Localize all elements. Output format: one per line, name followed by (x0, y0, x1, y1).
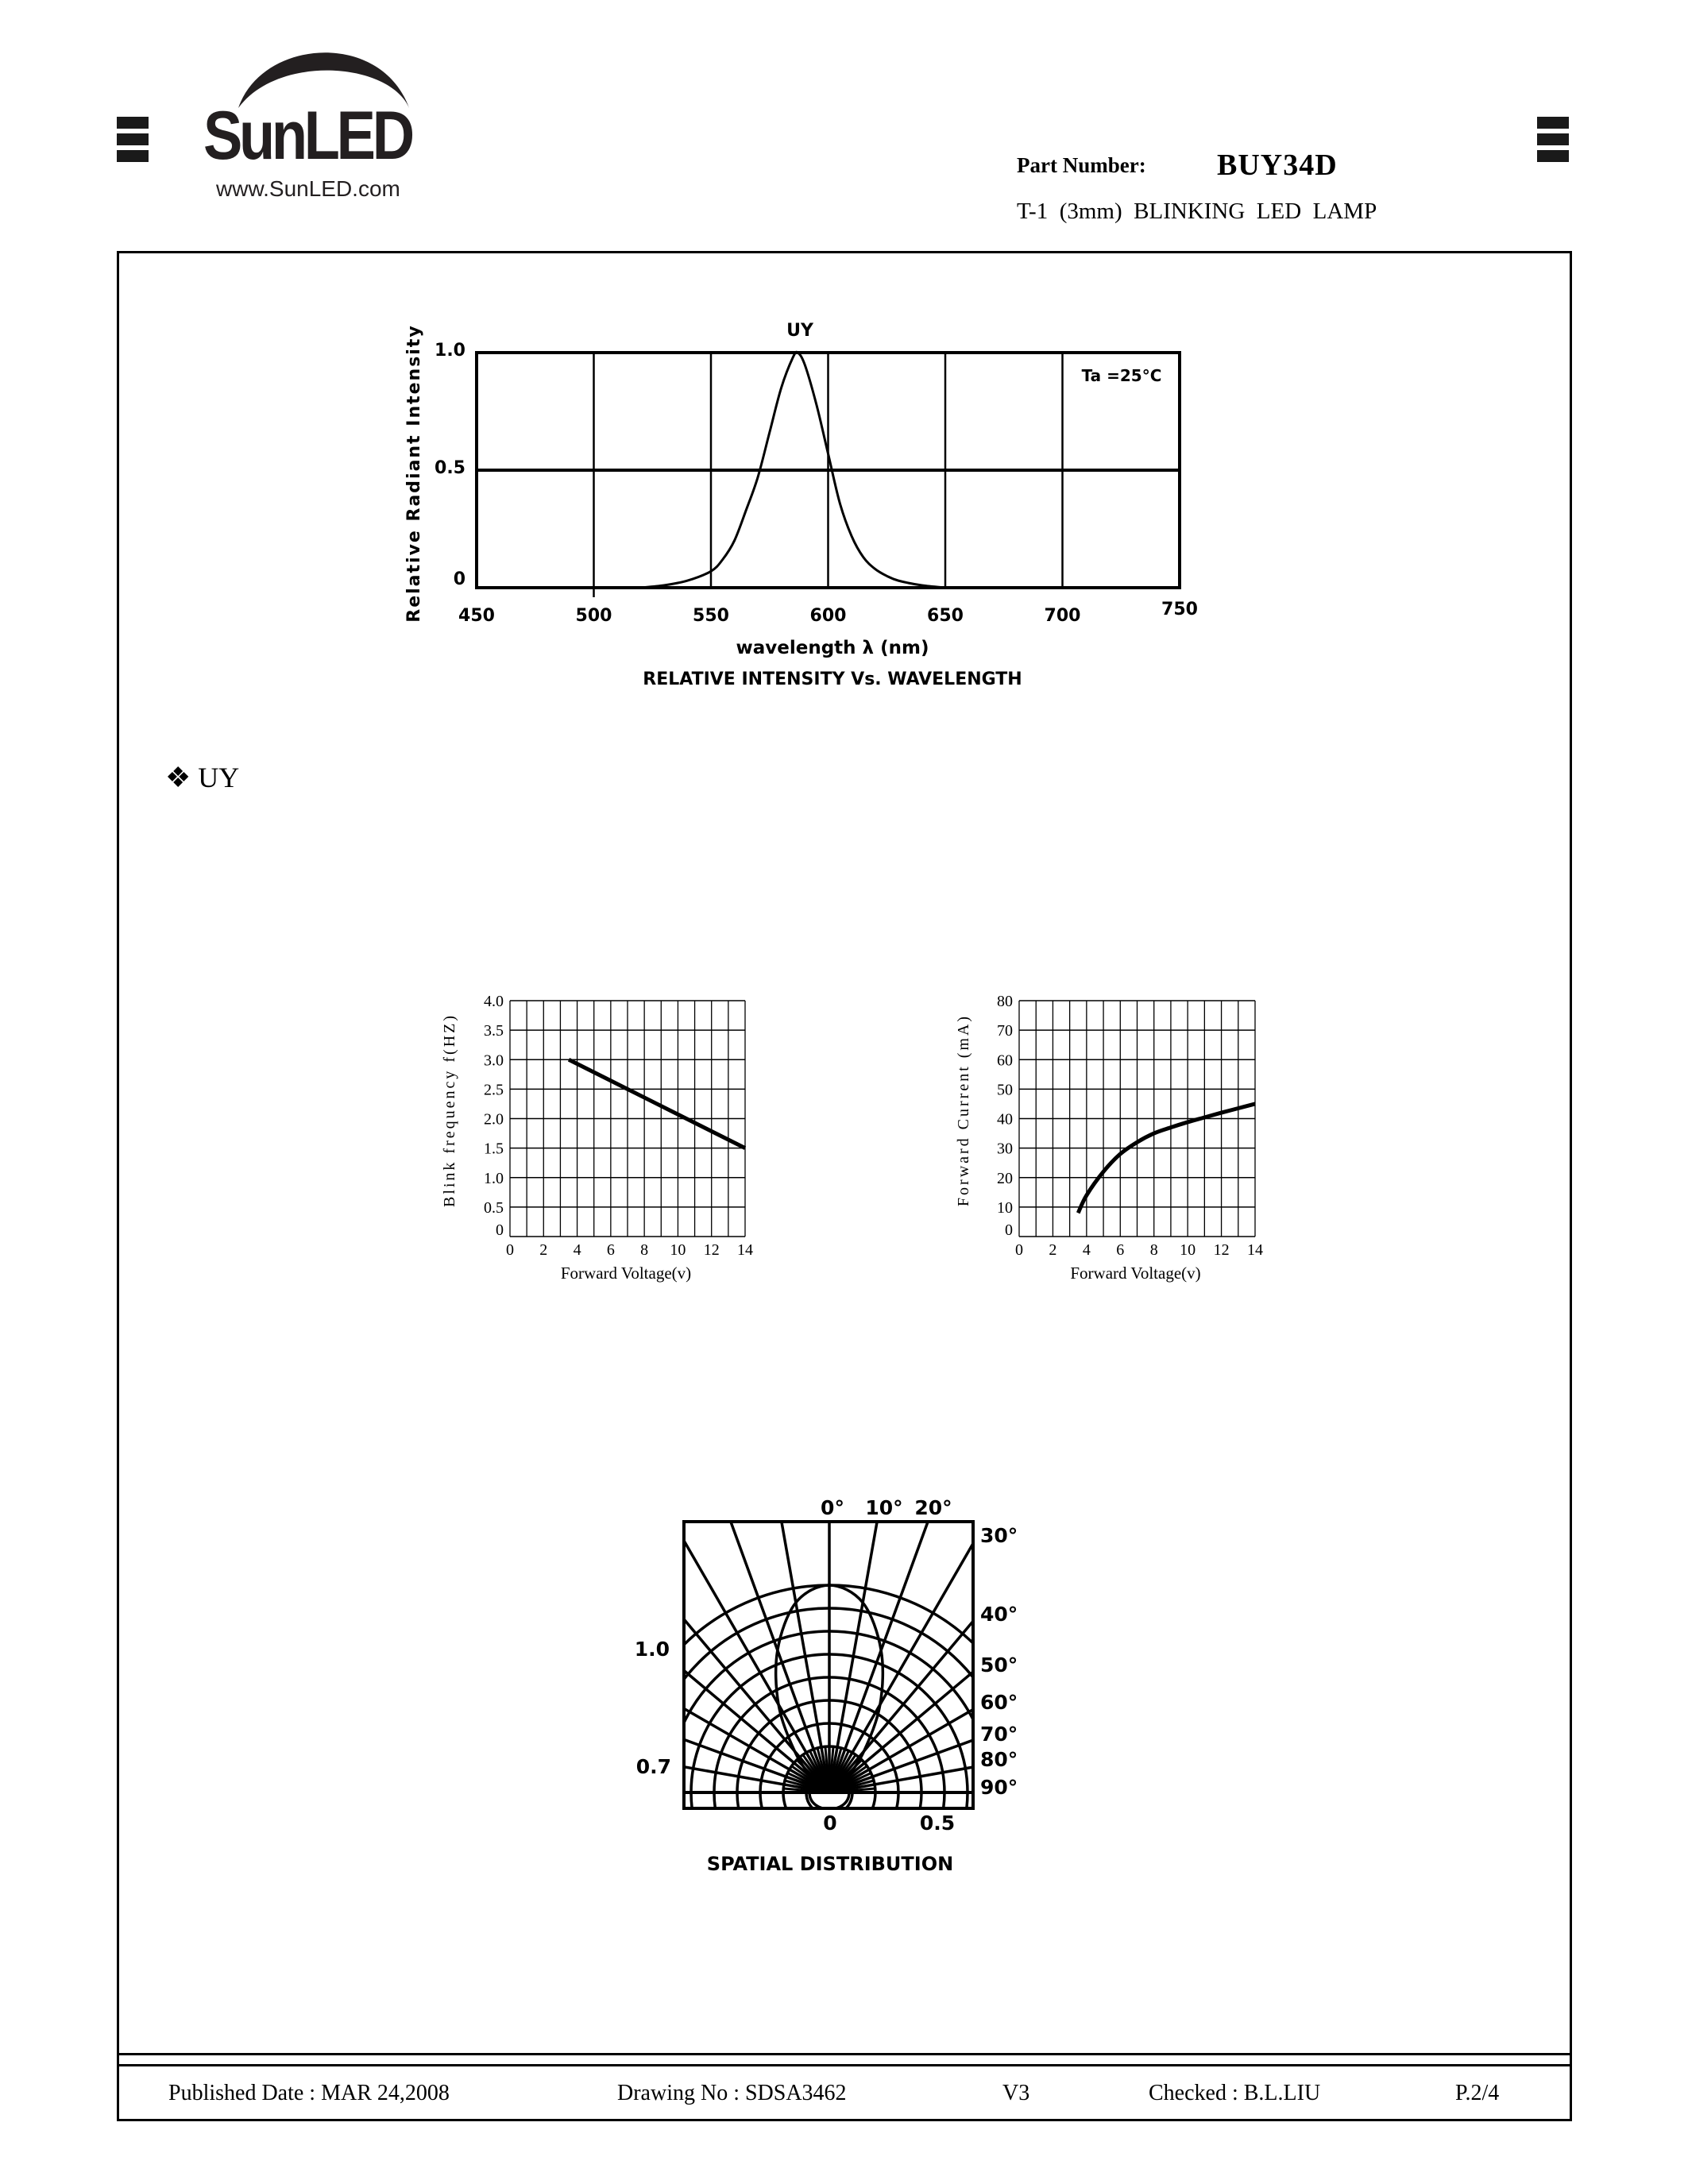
y-tick-label: 2.5 (484, 1081, 504, 1099)
y-tick-label: 0.5 (484, 1198, 504, 1217)
y-tick-label: 0 (1005, 1221, 1013, 1239)
polar-grid-ray (404, 1435, 821, 1785)
product-description: T-1 (3mm) BLINKING LED LAMP (1017, 199, 1377, 224)
polar-grid-ray (841, 1696, 1377, 1790)
bottom-scale-label: 0.5 (919, 1812, 956, 1835)
x-tick-label: 750 (1161, 600, 1198, 619)
angle-label: 70° (980, 1723, 1018, 1746)
y-tick-label: 50 (997, 1081, 1013, 1099)
x-axis-label: Forward Voltage(v) (560, 1264, 692, 1283)
x-tick-label: 6 (606, 1241, 615, 1259)
x-tick-label: 4 (573, 1241, 581, 1259)
y-tick-label: 20 (997, 1169, 1013, 1187)
y-tick-label: 10 (997, 1198, 1013, 1217)
series-line (569, 1059, 745, 1148)
drawing-number: Drawing No : SDSA3462 (617, 2081, 847, 2105)
radial-label: 0.7 (635, 1755, 671, 1778)
x-tick-label: 700 (1044, 606, 1081, 626)
y-tick-label: 40 (997, 1110, 1013, 1129)
x-tick-label: 450 (458, 606, 495, 626)
angle-label: 20° (914, 1496, 952, 1519)
angle-label: 50° (980, 1653, 1018, 1677)
x-tick-label: 14 (1247, 1241, 1263, 1259)
angle-label: 60° (980, 1691, 1018, 1714)
y-axis-label: Blink frequency f(HZ) (441, 1013, 458, 1208)
x-tick-label: 0 (506, 1241, 514, 1259)
logo-text: SunLED (203, 98, 411, 174)
y-tick-label: 3.0 (484, 1051, 504, 1070)
y-tick-label: 0.5 (435, 458, 465, 478)
chart-caption: SPATIAL DISTRIBUTION (706, 1853, 954, 1875)
angle-label: 0° (821, 1496, 844, 1519)
y-tick-label: 4.0 (484, 993, 504, 1010)
x-axis-label: wavelength λ (nm) (736, 638, 929, 658)
angle-label: 40° (980, 1603, 1018, 1626)
polar-grid-ray (282, 1696, 818, 1790)
y-tick-label: 3.5 (484, 1022, 504, 1040)
chart-relative-intensity-vs-wavelength (404, 321, 1198, 689)
y-tick-label: 80 (997, 993, 1013, 1010)
x-tick-label: 2 (1049, 1241, 1057, 1259)
polar-grid-ray (639, 1270, 825, 1781)
y-tick-label: 0 (453, 569, 465, 589)
y-tick-label: 1.0 (435, 341, 465, 361)
x-tick-label: 14 (737, 1241, 753, 1259)
x-tick-label: 8 (640, 1241, 649, 1259)
x-tick-label: 0 (1015, 1241, 1023, 1259)
x-tick-label: 6 (1116, 1241, 1125, 1259)
polar-grid-ray (838, 1435, 1255, 1785)
diamond-bullet-icon: ❖ (165, 762, 191, 793)
y-axis-label: Forward Current (mA) (955, 1013, 972, 1207)
x-axis-label: Forward Voltage(v) (1070, 1264, 1201, 1283)
published-date: Published Date : MAR 24,2008 (168, 2081, 450, 2105)
polar-grid (273, 1237, 1385, 2000)
chart-caption: RELATIVE INTENSITY Vs. WAVELENGTH (643, 669, 1022, 689)
angle-label: 80° (980, 1748, 1018, 1771)
x-tick-label: 10 (1180, 1241, 1196, 1259)
part-number-label: Part Number: (1017, 153, 1146, 177)
x-tick-label: 550 (693, 606, 729, 626)
chart-forward-current (955, 993, 1263, 1283)
polar-grid-ray (732, 1245, 827, 1781)
chart-title: UY (786, 321, 813, 341)
x-tick-label: 4 (1082, 1241, 1091, 1259)
series-line (1078, 1104, 1255, 1213)
angle-label: 10° (865, 1496, 903, 1519)
y-tick-label: 1.0 (484, 1169, 504, 1187)
polar-back-lobe (809, 1792, 849, 1809)
x-tick-label: 12 (703, 1241, 720, 1259)
polar-grid-ray (472, 1367, 821, 1784)
part-number: BUY34D (1217, 149, 1338, 182)
x-tick-label: 8 (1149, 1241, 1158, 1259)
polar-grid-ray (837, 1367, 1187, 1784)
chart-spatial-distribution (273, 1237, 1385, 2000)
x-tick-label: 2 (539, 1241, 548, 1259)
y-tick-label: 0 (496, 1221, 504, 1239)
radial-label: 1.0 (634, 1638, 670, 1661)
page-number: P.2/4 (1455, 2081, 1500, 2105)
x-tick-label: 500 (575, 606, 612, 626)
angle-label: 30° (980, 1524, 1018, 1547)
y-tick-label: 2.0 (484, 1110, 504, 1129)
website-link[interactable]: www.SunLED.com (216, 176, 400, 201)
y-tick-label: 1.5 (484, 1140, 504, 1158)
version: V3 (1002, 2081, 1030, 2105)
x-tick-label: 650 (927, 606, 964, 626)
y-tick-label: 60 (997, 1051, 1013, 1070)
x-tick-label: 10 (670, 1241, 686, 1259)
x-tick-label: 600 (809, 606, 847, 626)
bottom-scale-label: 0 (823, 1812, 837, 1835)
y-axis-label: Relative Radiant Intensity (404, 324, 424, 623)
y-tick-label: 70 (997, 1022, 1013, 1040)
x-tick-label: 12 (1213, 1241, 1230, 1259)
annotation-temperature: Ta =25°C (1081, 366, 1162, 385)
angle-label: 90° (980, 1776, 1018, 1799)
chart-blink-frequency (441, 993, 753, 1283)
section-label: UY (198, 762, 240, 793)
y-tick-label: 30 (997, 1140, 1013, 1158)
checked-by: Checked : B.L.LIU (1149, 2081, 1321, 2105)
